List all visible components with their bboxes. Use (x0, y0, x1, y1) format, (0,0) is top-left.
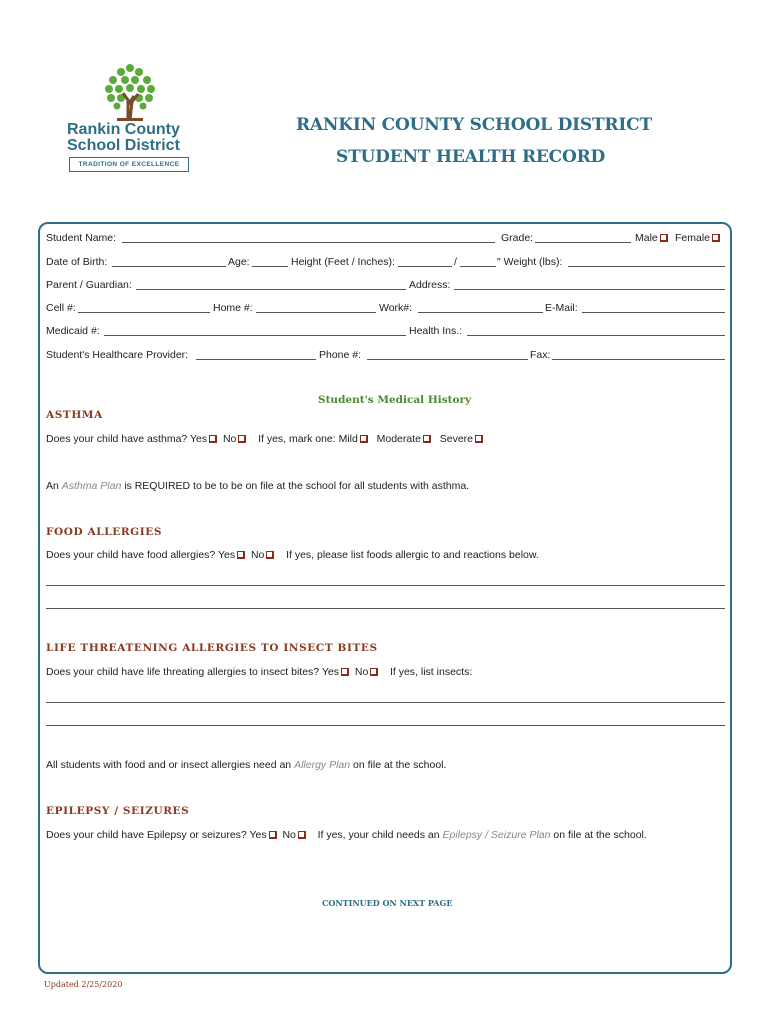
epilepsy-yes-checkbox[interactable] (269, 831, 277, 839)
food-no-checkbox[interactable] (266, 551, 274, 559)
allergy-note-post: on file at the school. (350, 759, 447, 771)
male-checkbox[interactable] (660, 234, 668, 242)
age-field[interactable] (252, 266, 288, 267)
age-label: Age: (228, 256, 250, 268)
male-option[interactable] (635, 231, 668, 245)
allergy-plan-text: Allergy Plan (294, 759, 351, 771)
row-phones (46, 301, 726, 315)
asthma-plan-text: Asthma Plan (61, 480, 122, 492)
home-label: Home #: (213, 302, 253, 314)
food-allergy-line-1[interactable] (46, 585, 725, 586)
weight-field[interactable] (568, 266, 725, 267)
student-name-label: Student Name: (46, 232, 117, 244)
medical-history-title: Student's Medical History (318, 394, 472, 406)
grade-field[interactable] (535, 242, 631, 243)
insect-question: Does your child have life threating allergies to insect bites? Yes (46, 666, 340, 678)
parent-label: Parent / Guardian: (46, 279, 132, 291)
epilepsy-if-yes-post: on file at the school. (550, 829, 647, 841)
insect-line-1[interactable] (46, 702, 725, 703)
insect-allergies-heading: LIFE THREATENING ALLERGIES TO INSECT BITES (46, 642, 378, 654)
height-inches-field[interactable] (460, 266, 496, 267)
continued-note: CONTINUED ON NEXT PAGE (322, 898, 453, 908)
insect-line-2[interactable] (46, 725, 725, 726)
asthma-no-label: No (222, 433, 237, 445)
row-parent (46, 278, 726, 292)
asthma-moderate-checkbox[interactable] (423, 435, 431, 443)
female-label: Female (675, 232, 711, 244)
seizure-plan-text: Epilepsy / Seizure Plan (442, 829, 551, 841)
male-label: Male (635, 232, 658, 244)
district-title: RANKIN COUNTY SCHOOL DISTRICT (296, 115, 652, 135)
epilepsy-no-checkbox[interactable] (298, 831, 306, 839)
parent-field[interactable] (136, 289, 406, 290)
epilepsy-if-yes-pre: If yes, your child needs an (317, 829, 443, 841)
food-no-label: No (250, 549, 265, 561)
asthma-heading: ASTHMA (46, 409, 103, 421)
height-slash: / (454, 256, 457, 268)
insect-no-checkbox[interactable] (370, 668, 378, 676)
dob-label: Date of Birth: (46, 256, 108, 268)
fax-field[interactable] (552, 359, 725, 360)
provider-label: Student's Healthcare Provider: (46, 349, 189, 361)
work-field[interactable] (418, 312, 543, 313)
email-field[interactable] (582, 312, 725, 313)
allergy-note-pre: All students with food and or insect allergies need an (46, 759, 295, 771)
food-question-row (46, 549, 539, 561)
row-student-name (46, 231, 726, 245)
health-ins-label: Health Ins.: (409, 325, 463, 337)
food-if-yes: If yes, please list foods allergic to and reactions below. (286, 549, 539, 561)
row-provider (46, 348, 726, 362)
logo-tagline: TRADITION OF EXCELLENCE (69, 157, 189, 172)
phone-label: Phone #: (319, 349, 362, 361)
home-field[interactable] (256, 312, 376, 313)
health-ins-field[interactable] (467, 335, 725, 336)
allergy-plan-note (46, 759, 446, 771)
epilepsy-heading: EPILEPSY / SEIZURES (46, 805, 190, 817)
asthma-moderate-label: Moderate (376, 433, 421, 445)
row-dob (46, 255, 726, 269)
asthma-question-row (46, 433, 483, 445)
work-label: Work#: (379, 302, 413, 314)
asthma-no-checkbox[interactable] (238, 435, 246, 443)
district-logo (55, 60, 205, 185)
address-label: Address: (409, 279, 451, 291)
food-question: Does your child have food allergies? Yes (46, 549, 236, 561)
row-insurance (46, 324, 726, 338)
fax-label: Fax: (530, 349, 551, 361)
insect-no-label: No (354, 666, 369, 678)
asthma-note (46, 480, 469, 492)
female-checkbox[interactable] (712, 234, 720, 242)
email-label: E-Mail: (545, 302, 578, 314)
epilepsy-question-row (46, 829, 647, 841)
medicaid-label: Medicaid #: (46, 325, 100, 337)
record-title: STUDENT HEALTH RECORD (336, 147, 606, 167)
asthma-note-pre: An (46, 480, 62, 492)
weight-label: " Weight (lbs): (497, 256, 563, 268)
cell-label: Cell #: (46, 302, 76, 314)
student-name-field[interactable] (122, 242, 495, 243)
asthma-note-post: is REQUIRED to be to be on file at the school for all students with asthma. (121, 480, 470, 492)
asthma-question: Does your child have asthma? Yes (46, 433, 208, 445)
logo-line1: Rankin County (67, 121, 180, 138)
dob-field[interactable] (112, 266, 226, 267)
cell-field[interactable] (78, 312, 210, 313)
food-yes-checkbox[interactable] (237, 551, 245, 559)
female-option[interactable] (675, 231, 720, 245)
asthma-yes-checkbox[interactable] (209, 435, 217, 443)
asthma-mild-checkbox[interactable] (360, 435, 368, 443)
food-allergies-heading: FOOD ALLERGIES (46, 526, 163, 538)
insect-yes-checkbox[interactable] (341, 668, 349, 676)
address-field[interactable] (454, 289, 725, 290)
food-allergy-line-2[interactable] (46, 608, 725, 609)
medicaid-field[interactable] (104, 335, 406, 336)
epilepsy-question: Does your child have Epilepsy or seizures? Yes (46, 829, 267, 841)
grade-label: Grade: (501, 232, 534, 244)
asthma-severe-checkbox[interactable] (475, 435, 483, 443)
logo-line2: School District (67, 137, 180, 154)
updated-date: Updated 2/25/2020 (44, 980, 123, 989)
insect-if-yes: If yes, list insects: (389, 666, 473, 678)
insect-question-row (46, 666, 472, 678)
phone-field[interactable] (367, 359, 528, 360)
height-label: Height (Feet / Inches): (291, 256, 395, 268)
provider-field[interactable] (196, 359, 316, 360)
asthma-if-yes: If yes, mark one: Mild (258, 433, 358, 445)
height-feet-field[interactable] (398, 266, 452, 267)
epilepsy-no-label: No (282, 829, 296, 841)
asthma-severe-label: Severe (439, 433, 474, 445)
